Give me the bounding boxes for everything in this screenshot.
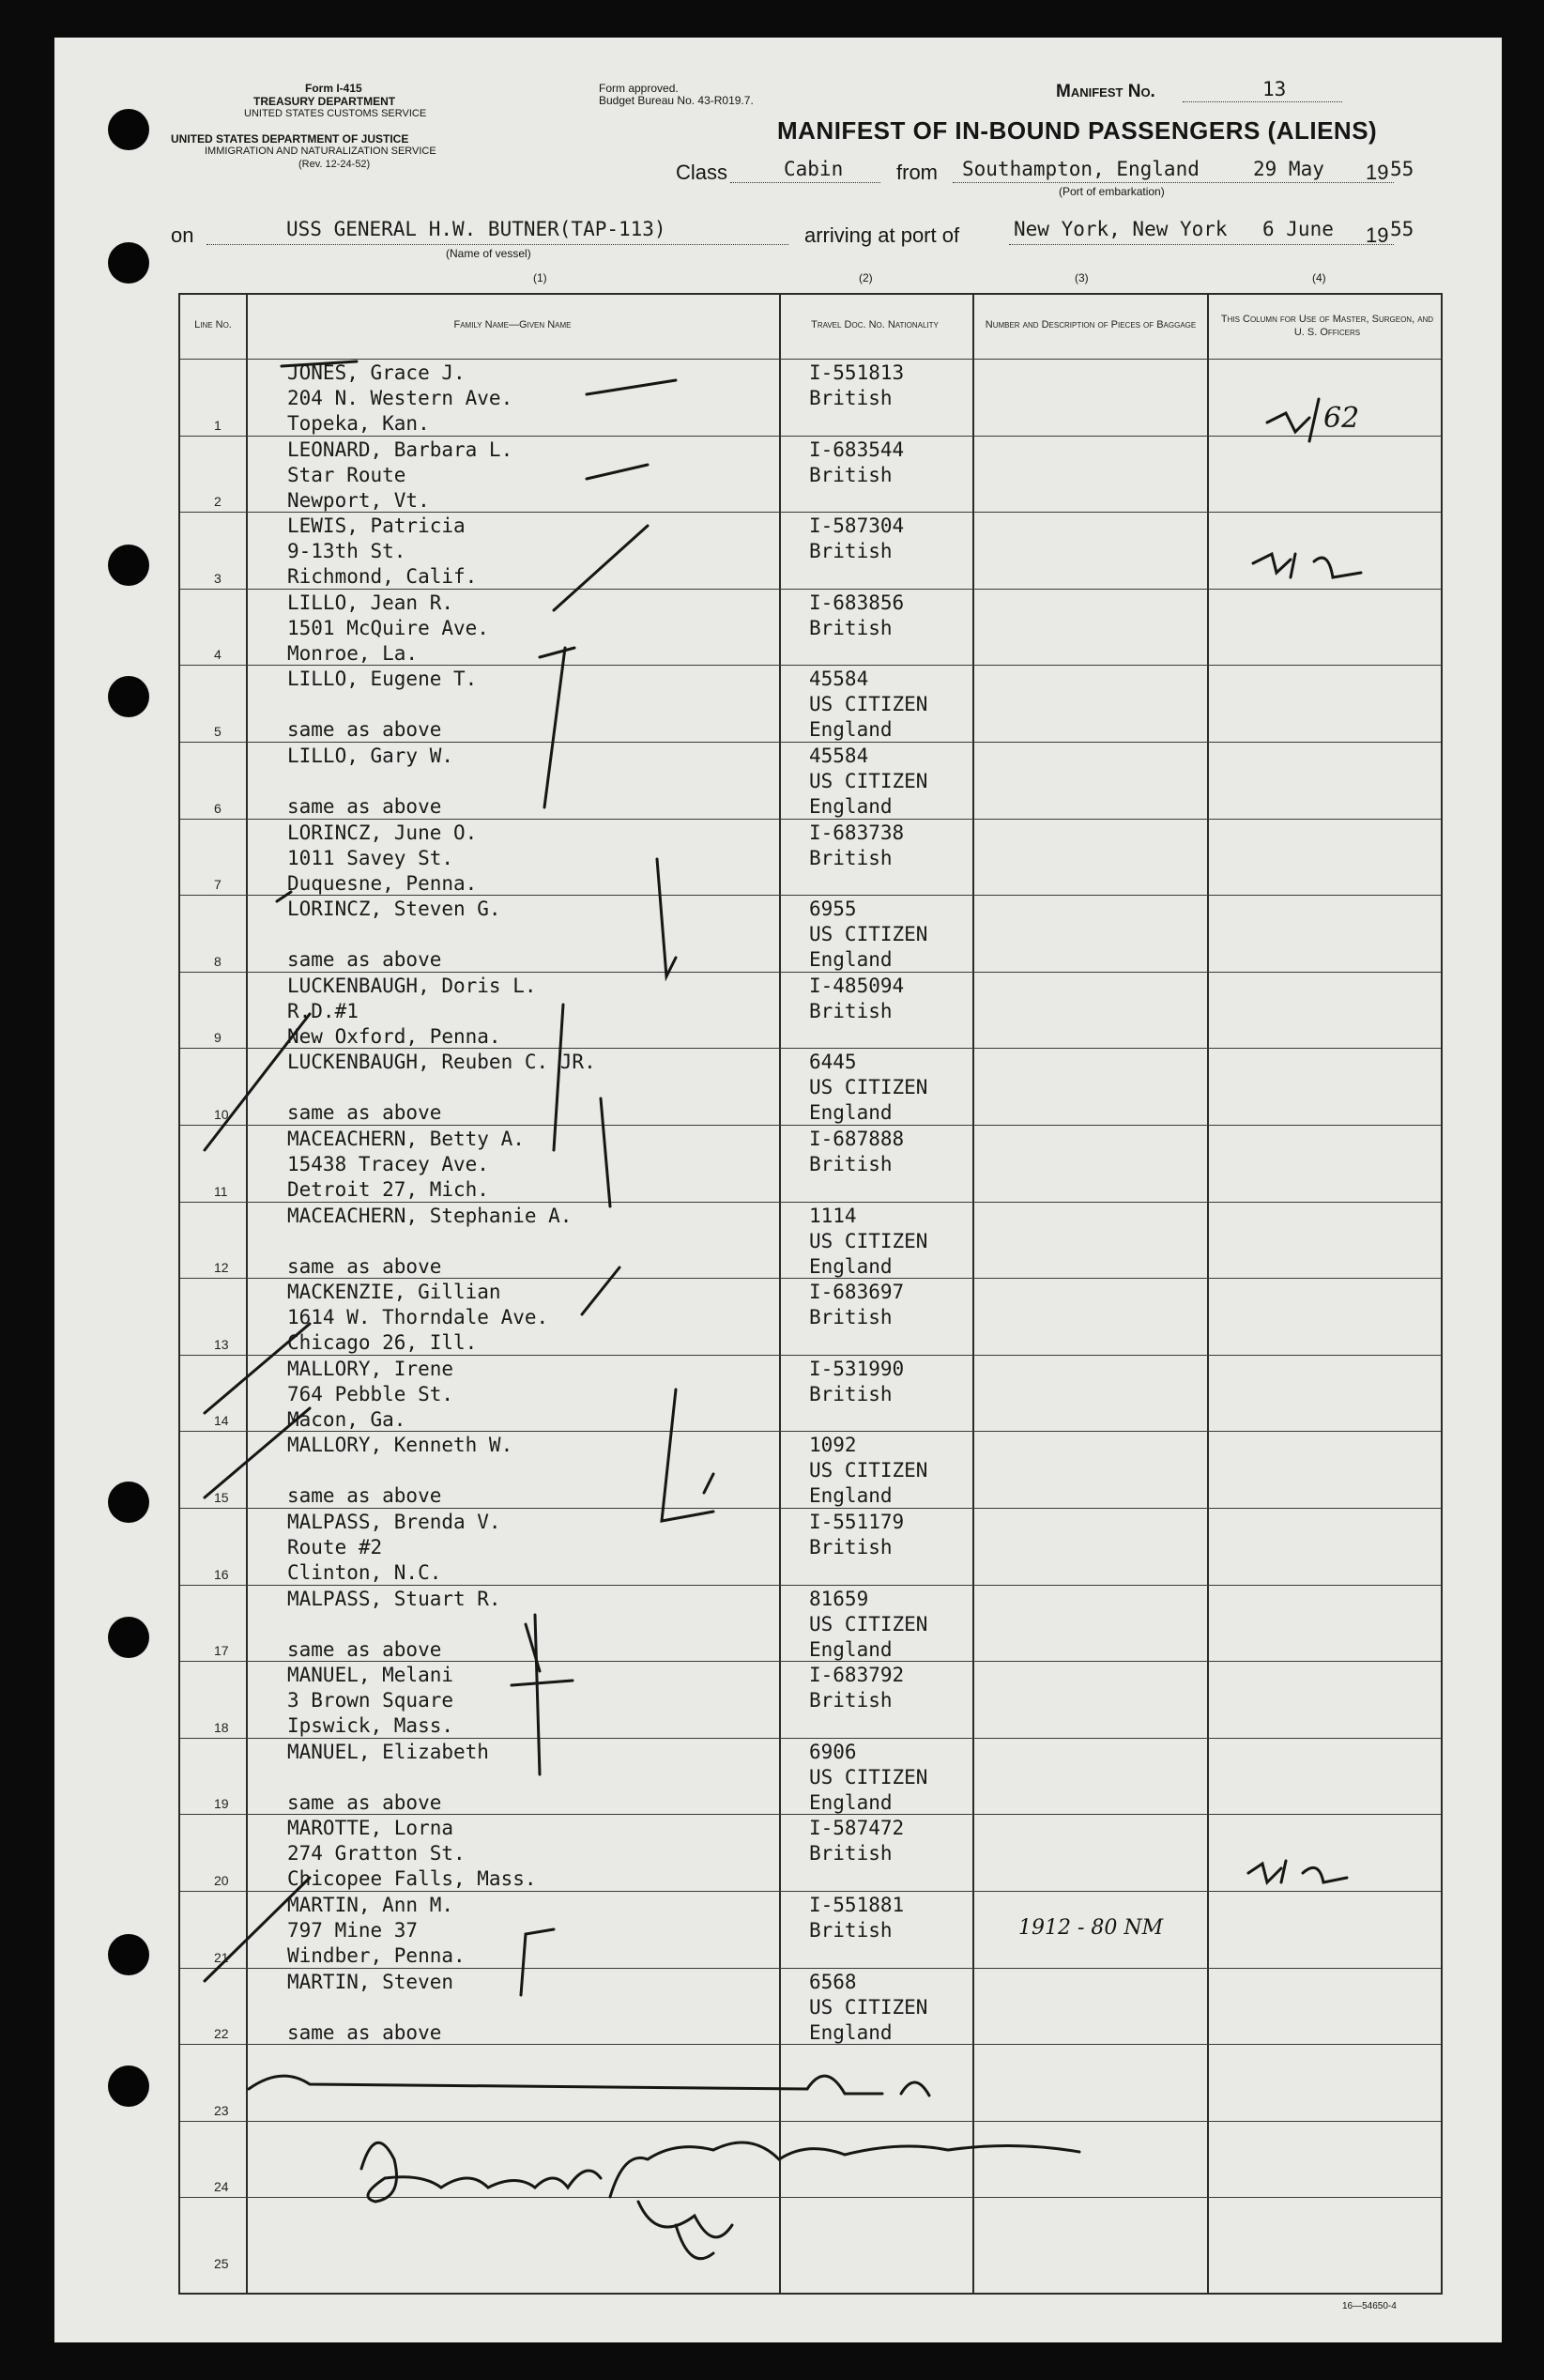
- table-row: [180, 2044, 1441, 2121]
- line-number: 19: [214, 1796, 229, 1812]
- passenger-name: MALLORY, Kenneth W.: [287, 1434, 513, 1457]
- binder-hole: [108, 109, 149, 150]
- table-row: [180, 742, 1441, 819]
- line-number: 12: [214, 1260, 229, 1276]
- address-line: 274 Gratton St.: [287, 1842, 466, 1866]
- address-city: Clinton, N.C.: [287, 1561, 442, 1584]
- passenger-name: LUCKENBAUGH, Doris L.: [287, 974, 537, 997]
- nationality: US CITIZEN: [809, 1995, 928, 2019]
- nationality-country: England: [809, 2020, 893, 2044]
- binder-hole: [108, 2065, 149, 2107]
- passenger-name: MARTIN, Ann M.: [287, 1894, 454, 1916]
- nationality: British: [809, 846, 893, 869]
- table-row: [180, 512, 1441, 589]
- passenger-name: MAROTTE, Lorna: [287, 1817, 454, 1840]
- nationality: British: [809, 540, 893, 563]
- nationality: US CITIZEN: [809, 1459, 928, 1482]
- travel-doc-no: I-587304: [809, 514, 905, 538]
- address-line: R.D.#1: [287, 999, 359, 1022]
- passenger-name: LORINCZ, June O.: [287, 821, 478, 844]
- address-city: same as above: [287, 2020, 442, 2044]
- address-city: Macon, Ga.: [287, 1407, 406, 1431]
- address-city: same as above: [287, 1637, 442, 1661]
- footer-code: 16—54650-4: [1342, 2301, 1397, 2311]
- manifest-title: MANIFEST OF IN-BOUND PASSENGERS (ALIENS): [777, 116, 1378, 145]
- nationality-country: England: [809, 1637, 893, 1661]
- nationality-country: England: [809, 1790, 893, 1814]
- passenger-name: MALPASS, Stuart R.: [287, 1587, 501, 1610]
- passenger-name: MACKENZIE, Gillian: [287, 1281, 501, 1304]
- line-number: 13: [214, 1336, 229, 1352]
- travel-doc-no: 6955: [809, 898, 857, 921]
- table-row: [180, 819, 1441, 896]
- address-line: 797 Mine 37: [287, 1919, 419, 1942]
- address-city: same as above: [287, 1101, 442, 1125]
- class-value: Cabin: [784, 158, 844, 180]
- table-row: [180, 972, 1441, 1049]
- address-line: 1501 McQuire Ave.: [287, 616, 489, 639]
- nationality: British: [809, 1919, 893, 1942]
- passenger-name: MALPASS, Brenda V.: [287, 1511, 501, 1533]
- travel-doc-no: I-683697: [809, 1281, 905, 1304]
- passenger-name: MANUEL, Elizabeth: [287, 1740, 489, 1763]
- table-row: [180, 2197, 1441, 2274]
- nationality-country: England: [809, 1484, 893, 1508]
- treasury-dept: TREASURY DEPARTMENT: [253, 95, 396, 108]
- address-line: Star Route: [287, 463, 406, 486]
- travel-doc-no: I-551179: [809, 1511, 905, 1533]
- travel-doc-no: I-485094: [809, 974, 905, 997]
- table-row: [180, 1431, 1441, 1508]
- travel-doc-no: I-551813: [809, 361, 905, 384]
- nationality: British: [809, 1842, 893, 1866]
- nationality: British: [809, 387, 893, 409]
- line-number: 5: [214, 723, 222, 739]
- line-number: 23: [214, 2102, 229, 2118]
- travel-doc-no: 81659: [809, 1587, 869, 1610]
- line-number: 21: [214, 1949, 229, 1965]
- table-row: [180, 1202, 1441, 1279]
- binder-hole: [108, 1482, 149, 1523]
- customs-service: UNITED STATES CUSTOMS SERVICE: [244, 108, 427, 119]
- passenger-name: LORINCZ, Steven G.: [287, 898, 501, 921]
- address-city: Windber, Penna.: [287, 1944, 466, 1967]
- table-row: [180, 1585, 1441, 1662]
- address-line: 764 Pebble St.: [287, 1382, 454, 1405]
- address-city: Chicopee Falls, Mass.: [287, 1867, 537, 1891]
- passenger-name: MARTIN, Steven: [287, 1970, 454, 1993]
- nationality: US CITIZEN: [809, 1612, 928, 1635]
- line-number: 18: [214, 1719, 229, 1735]
- embarkation-date: 29 May: [1253, 158, 1324, 180]
- year-prefix: 19: [1366, 161, 1389, 184]
- table-row: [180, 1048, 1441, 1125]
- header-baggage: Number and Description of Pieces of Baggage: [985, 319, 1197, 330]
- from-label: from: [896, 161, 938, 184]
- line-number: 9: [214, 1030, 222, 1046]
- nationality: US CITIZEN: [809, 923, 928, 946]
- passenger-name: LILLO, Gary W.: [287, 745, 454, 767]
- arrival-rule: [1009, 244, 1394, 245]
- address-line: Route #2: [287, 1536, 383, 1559]
- address-line: 3 Brown Square: [287, 1689, 454, 1712]
- travel-doc-no: 6906: [809, 1740, 857, 1763]
- binder-hole: [108, 242, 149, 284]
- nationality: British: [809, 999, 893, 1022]
- manifest-no: 13: [1262, 78, 1287, 100]
- passenger-name: LEWIS, Patricia: [287, 514, 466, 538]
- nationality: US CITIZEN: [809, 693, 928, 716]
- officer-note-21: 1912 - 80 NM: [1018, 1916, 1164, 1940]
- nationality: British: [809, 1689, 893, 1712]
- table-row: [180, 1738, 1441, 1815]
- port-embark-caption: (Port of embarkation): [1059, 185, 1165, 198]
- table-row: [180, 589, 1441, 666]
- address-city: Chicago 26, Ill.: [287, 1331, 478, 1355]
- travel-doc-no: I-683792: [809, 1664, 905, 1687]
- port-of-embarkation: Southampton, England: [962, 158, 1200, 180]
- table-row: [180, 895, 1441, 972]
- travel-doc-no: 6568: [809, 1970, 857, 1993]
- justice-dept: UNITED STATES DEPARTMENT OF JUSTICE: [171, 132, 409, 146]
- ins-service: IMMIGRATION AND NATURALIZATION SERVICE: [205, 146, 436, 157]
- header-officer-use: This Column for Use of Master, Surgeon, and U. S. Officers: [1220, 314, 1434, 338]
- nationality-country: England: [809, 795, 893, 818]
- nationality-country: England: [809, 948, 893, 972]
- table-row: [180, 1125, 1441, 1202]
- address-city: same as above: [287, 795, 442, 818]
- address-city: Topeka, Kan.: [287, 412, 430, 435]
- travel-doc-no: I-687888: [809, 1128, 905, 1150]
- nationality: US CITIZEN: [809, 1765, 928, 1789]
- binder-hole: [108, 1934, 149, 1975]
- vessel-name: USS GENERAL H.W. BUTNER(TAP-113): [286, 218, 666, 240]
- col-num-1: (1): [533, 271, 547, 284]
- line-number: 3: [214, 570, 222, 586]
- nationality: US CITIZEN: [809, 1076, 928, 1099]
- passenger-name: LILLO, Eugene T.: [287, 668, 478, 691]
- address-line: 1614 W. Thorndale Ave.: [287, 1306, 549, 1329]
- table-row: [180, 1891, 1441, 1968]
- travel-doc-no: I-551881: [809, 1894, 905, 1916]
- nationality: US CITIZEN: [809, 1229, 928, 1252]
- line-number: 7: [214, 877, 222, 893]
- travel-doc-no: 6445: [809, 1051, 857, 1074]
- form-approved: Form approved.: [599, 82, 679, 95]
- address-city: same as above: [287, 1484, 442, 1508]
- binder-hole: [108, 1617, 149, 1658]
- passenger-name: LUCKENBAUGH, Reuben C. JR.: [287, 1051, 596, 1074]
- address-city: Richmond, Calif.: [287, 565, 478, 589]
- nationality-country: England: [809, 718, 893, 742]
- passenger-name: LILLO, Jean R.: [287, 591, 454, 614]
- line-number: 8: [214, 953, 222, 969]
- class-rule: [730, 182, 880, 183]
- line-number: 17: [214, 1643, 229, 1659]
- manifest-no-label: Manifest No.: [1056, 82, 1155, 101]
- vessel-rule: [206, 244, 788, 245]
- col-num-4: (4): [1312, 271, 1326, 284]
- line-number: 14: [214, 1413, 229, 1429]
- travel-doc-no: 45584: [809, 745, 869, 767]
- officer-mark-62: 62: [1323, 402, 1360, 435]
- passenger-table: [178, 293, 1443, 2295]
- address-city: Duquesne, Penna.: [287, 871, 478, 895]
- line-number: 10: [214, 1106, 229, 1122]
- table-row: [180, 1968, 1441, 2045]
- address-city: Ipswick, Mass.: [287, 1714, 454, 1738]
- binder-hole: [108, 545, 149, 586]
- embarkation-year: 55: [1390, 158, 1414, 180]
- line-number: 20: [214, 1872, 229, 1888]
- col-num-2: (2): [859, 271, 873, 284]
- line-number: 1: [214, 417, 222, 433]
- header-line-no: Line No.: [194, 319, 232, 330]
- table-row: [180, 2121, 1441, 2198]
- address-line: 9-13th St.: [287, 540, 406, 563]
- travel-doc-no: I-683738: [809, 821, 905, 844]
- travel-doc-no: I-683544: [809, 438, 905, 461]
- binder-hole: [108, 676, 149, 717]
- travel-doc-no: I-683856: [809, 591, 905, 614]
- header-name: Family Name—Given Name: [453, 319, 572, 330]
- from-rule: [953, 182, 1394, 183]
- table-row: [180, 1508, 1441, 1585]
- travel-doc-no: I-531990: [809, 1357, 905, 1380]
- col-num-3: (3): [1075, 271, 1089, 284]
- line-number: 24: [214, 2179, 229, 2195]
- line-number: 6: [214, 800, 222, 816]
- address-city: Monroe, La.: [287, 641, 419, 665]
- nationality: British: [809, 616, 893, 639]
- line-number: 16: [214, 1566, 229, 1582]
- nationality: British: [809, 463, 893, 486]
- table-row: [180, 665, 1441, 742]
- table-row: [180, 436, 1441, 513]
- nationality: British: [809, 1536, 893, 1559]
- nationality-country: England: [809, 1101, 893, 1125]
- table-row: [180, 359, 1441, 436]
- passenger-name: LEONARD, Barbara L.: [287, 438, 513, 461]
- manifest-no-rule: [1183, 101, 1342, 102]
- passenger-name: MANUEL, Melani: [287, 1664, 454, 1687]
- passenger-name: JONES, Grace J.: [287, 361, 466, 384]
- travel-doc-no: 45584: [809, 668, 869, 691]
- arrival-date: 6 June: [1262, 218, 1334, 240]
- address-city: same as above: [287, 1790, 442, 1814]
- passenger-name: MALLORY, Irene: [287, 1357, 454, 1380]
- line-number: 15: [214, 1489, 229, 1505]
- line-number: 4: [214, 647, 222, 663]
- arrival-port: New York, New York: [1014, 218, 1228, 240]
- address-line: 204 N. Western Ave.: [287, 387, 513, 409]
- revision: (Rev. 12-24-52): [298, 159, 371, 170]
- address-city: same as above: [287, 1254, 442, 1278]
- address-city: Newport, Vt.: [287, 488, 430, 512]
- address-city: same as above: [287, 718, 442, 742]
- passenger-name: MACEACHERN, Betty A.: [287, 1128, 525, 1150]
- arrival-year: 55: [1390, 218, 1414, 240]
- vessel-caption: (Name of vessel): [446, 247, 531, 260]
- table-row: [180, 1355, 1441, 1432]
- address-line: 15438 Tracey Ave.: [287, 1153, 489, 1175]
- class-label: Class: [676, 161, 728, 184]
- budget-bureau: Budget Bureau No. 43-R019.7.: [599, 94, 754, 107]
- line-number: 11: [214, 1183, 228, 1199]
- travel-doc-no: 1114: [809, 1204, 857, 1227]
- nationality: British: [809, 1382, 893, 1405]
- line-number: 2: [214, 494, 222, 510]
- travel-doc-no: 1092: [809, 1434, 857, 1457]
- address-line: 1011 Savey St.: [287, 846, 454, 869]
- arrival-year-prefix: 19: [1366, 223, 1389, 247]
- arriving-label: arriving at port of: [804, 223, 960, 247]
- line-number: 25: [214, 2255, 229, 2271]
- passenger-name: MACEACHERN, Stephanie A.: [287, 1204, 573, 1227]
- table-row: [180, 1278, 1441, 1355]
- line-number: 22: [214, 2026, 229, 2042]
- address-city: Detroit 27, Mich.: [287, 1178, 489, 1201]
- table-row: [180, 1814, 1441, 1891]
- travel-doc-no: I-587472: [809, 1817, 905, 1840]
- table-row: [180, 1661, 1441, 1738]
- on-label: on: [171, 223, 194, 247]
- nationality-country: England: [809, 1254, 893, 1278]
- address-city: same as above: [287, 948, 442, 972]
- form-number: Form I-415: [305, 82, 362, 95]
- nationality: British: [809, 1153, 893, 1175]
- nationality: British: [809, 1306, 893, 1329]
- address-city: New Oxford, Penna.: [287, 1024, 501, 1048]
- nationality: US CITIZEN: [809, 770, 928, 792]
- header-travel-doc: Travel Doc. No. Nationality: [811, 319, 939, 330]
